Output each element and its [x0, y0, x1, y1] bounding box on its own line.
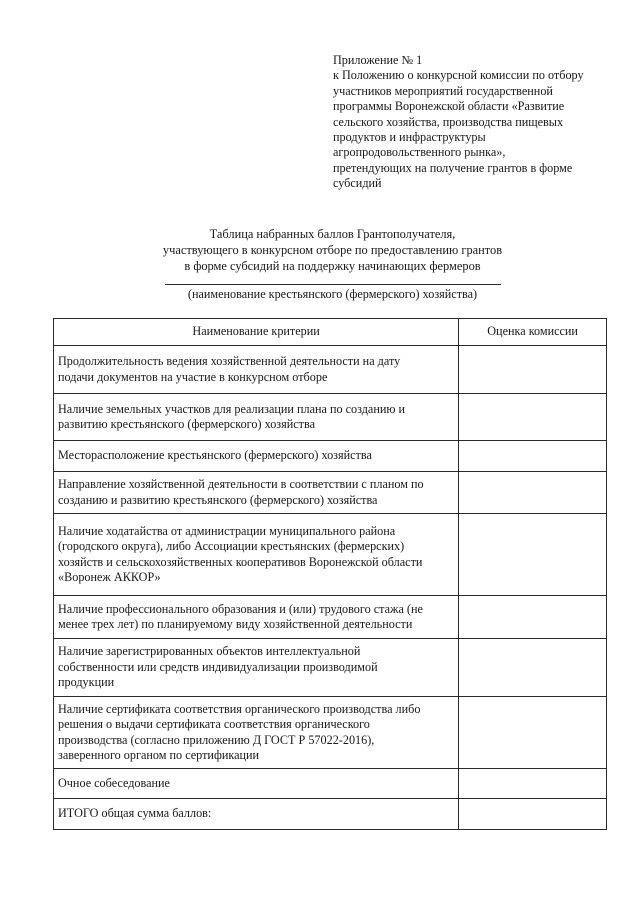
criteria-line: ИТОГО общая сумма баллов: — [58, 806, 212, 821]
criteria-line: Наличие ходатайства от администрации муниципального района — [58, 523, 396, 538]
criteria-cell — [54, 394, 459, 441]
criteria-line: собственности или средств индивидуализации производимой — [58, 659, 378, 674]
criteria-table — [53, 318, 607, 830]
org-name-blank-line — [165, 284, 501, 285]
table-row — [54, 394, 607, 441]
table-row — [54, 441, 607, 472]
score-column-header: Оценка комиссии — [459, 319, 607, 346]
table-row — [54, 346, 607, 394]
criteria-cell — [54, 441, 459, 472]
document-title — [130, 226, 535, 274]
appendix-line: агропродовольственного рынка», — [333, 145, 506, 160]
appendix-line: претендующих на получение грантов в форме — [333, 160, 573, 175]
criteria-cell — [54, 697, 459, 769]
criteria-cell — [54, 472, 459, 514]
appendix-line: программы Воронежской области «Развитие — [333, 99, 565, 114]
criteria-line: продукции — [58, 675, 115, 690]
table-row — [54, 514, 607, 596]
org-name-caption: (наименование крестьянского (фермерского) хозяйства) — [187, 287, 478, 301]
score-cell — [459, 596, 607, 639]
criteria-line: заверенного органом по сертификации — [58, 747, 260, 762]
criteria-line: Продолжительность ведения хозяйственной деятельности на дату — [58, 354, 401, 369]
criteria-line: «Воронеж АККОР» — [58, 569, 161, 584]
criteria-line: Месторасположение крестьянского (фермерского) хозяйства — [58, 448, 372, 463]
appendix-line: Приложение № 1 — [333, 53, 423, 67]
score-cell — [459, 394, 607, 441]
appendix-line: продуктов и инфраструктуры — [333, 130, 486, 145]
criteria-cell — [54, 799, 459, 830]
criteria-line: Направление хозяйственной деятельности в соответствии с планом по — [58, 477, 424, 492]
criteria-line: менее трех лет) по планируемому виду хозяйственной деятельности — [58, 617, 413, 631]
criteria-line: Наличие земельных участков для реализации плана по созданию и — [58, 401, 406, 416]
criteria-line: (городского округа), либо Ассоциации крестьянских (фермерских) — [58, 539, 405, 554]
table-row — [54, 639, 607, 697]
title-line: Таблица набранных баллов Грантополучателя, — [209, 227, 456, 241]
criteria-line: Наличие профессионального образования и (или) трудового стажа (не — [58, 601, 423, 616]
criteria-line: хозяйств и сельскохозяйственных кооперативов Воронежской области — [58, 554, 423, 569]
table-row — [54, 472, 607, 514]
table-row — [54, 596, 607, 639]
criteria-cell — [54, 346, 459, 394]
table-row — [54, 697, 607, 769]
title-line: участвующего в конкурсном отборе по предоставлению грантов — [162, 243, 503, 257]
criteria-cell — [54, 596, 459, 639]
criteria-cell — [54, 514, 459, 596]
criteria-line: созданию и развитию крестьянского (фермерского) хозяйства — [58, 492, 378, 507]
score-cell — [459, 639, 607, 697]
score-cell — [459, 514, 607, 596]
table-row — [54, 799, 607, 830]
table-header-row — [54, 319, 607, 346]
appendix-block — [333, 53, 603, 192]
criteria-cell — [54, 639, 459, 697]
score-cell — [459, 697, 607, 769]
criteria-line: решения о выдачи сертификата соответствия органического — [58, 717, 370, 732]
criteria-line: Очное собеседование — [58, 775, 170, 790]
score-cell — [459, 799, 607, 830]
score-cell — [459, 472, 607, 514]
criteria-line: Наличие зарегистрированных объектов интеллектуальной — [58, 644, 361, 659]
appendix-line: к Положению о конкурсной комиссии по отбору — [333, 68, 584, 83]
appendix-line: сельского хозяйства, производства пищевых — [333, 114, 564, 129]
appendix-line: субсидий — [333, 176, 382, 191]
criteria-line: производства (согласно приложению Д ГОСТ Р 57022-2016), — [58, 732, 375, 747]
title-line: в форме субсидий на поддержку начинающих фермеров — [184, 259, 481, 273]
appendix-line: участников мероприятий государственной — [333, 83, 553, 98]
score-cell — [459, 346, 607, 394]
criteria-line: подачи документов на участие в конкурсном отборе — [58, 369, 328, 384]
score-cell — [459, 769, 607, 799]
score-cell — [459, 441, 607, 472]
criteria-line: Наличие сертификата соответствия органического производства либо — [58, 701, 421, 716]
table-row — [54, 769, 607, 799]
criteria-line: развитию крестьянского (фермерского) хозяйства — [58, 417, 315, 431]
criteria-column-header: Наименование критерии — [54, 319, 459, 346]
criteria-cell — [54, 769, 459, 799]
